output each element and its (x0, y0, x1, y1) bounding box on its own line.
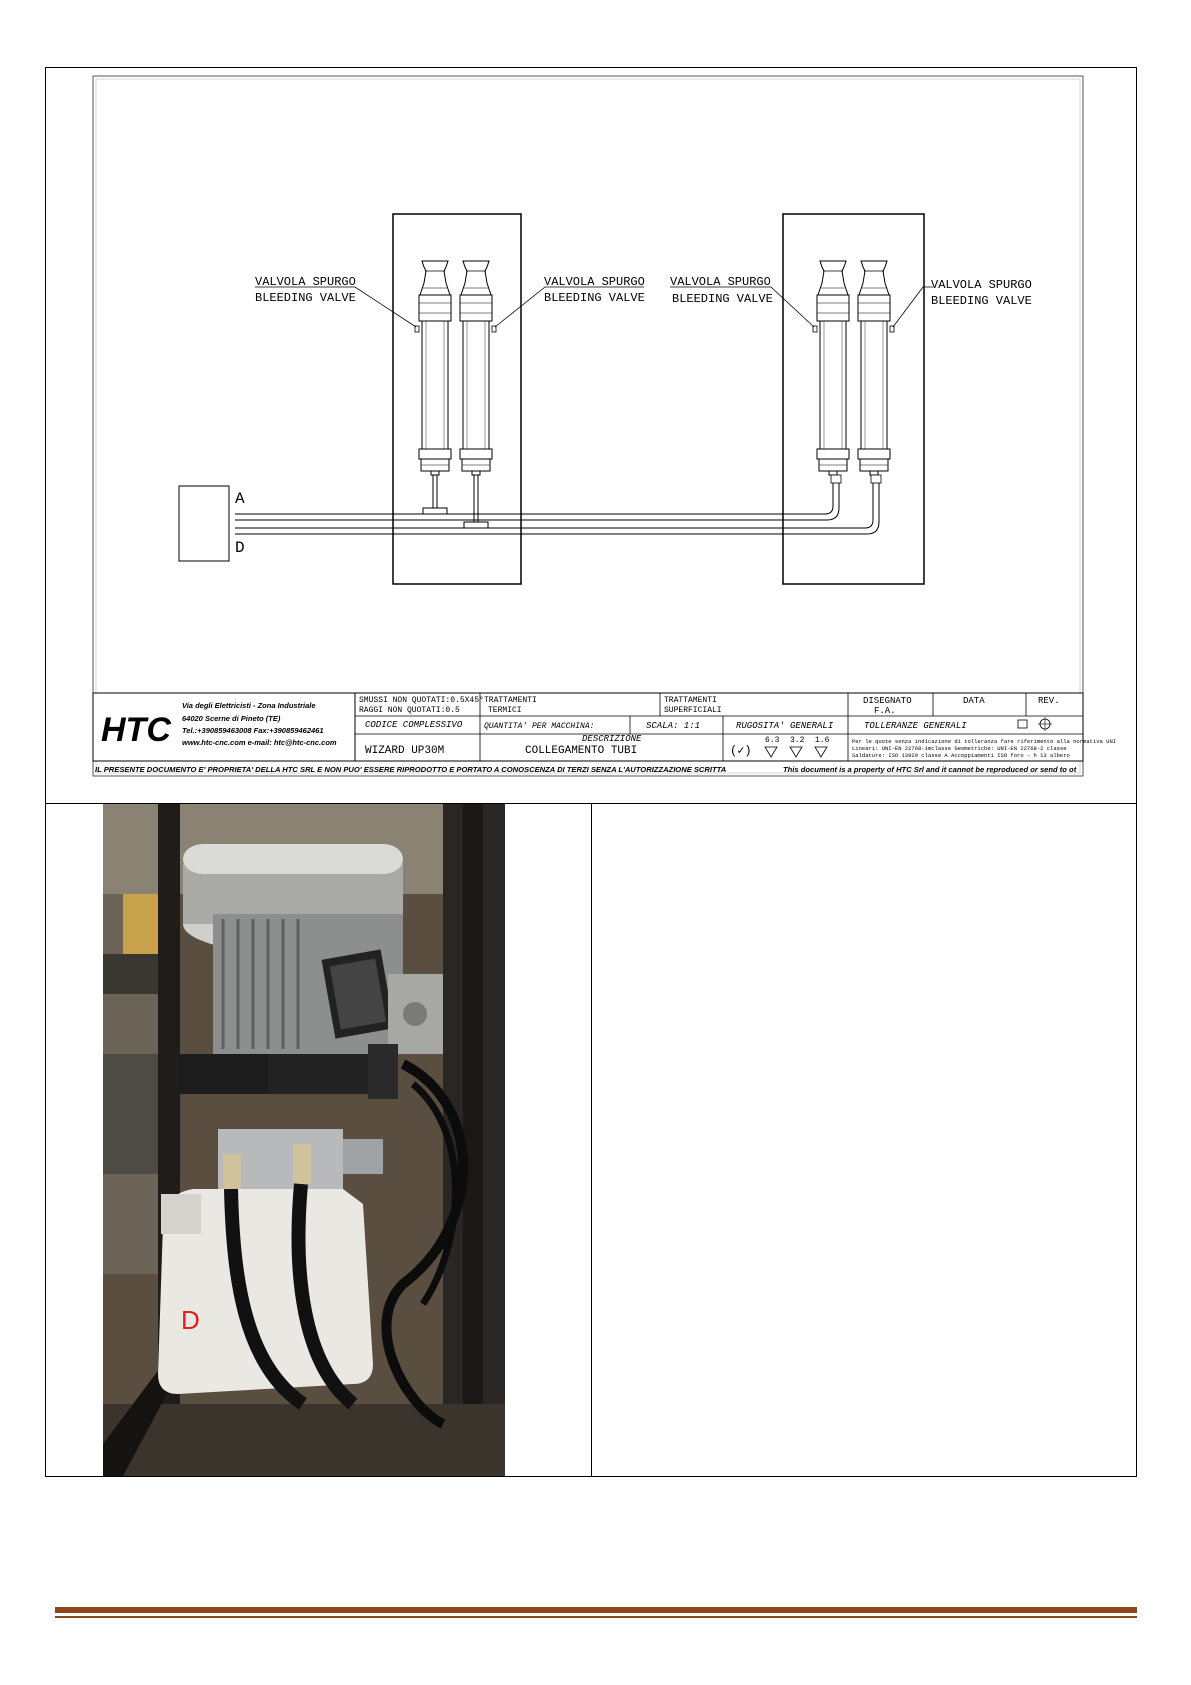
quantita-label: QUANTITA' PER MACCHINA: (484, 722, 595, 731)
trattamenti-superficiali-1: TRATTAMENTI (664, 696, 717, 705)
address-line-2: 64020 Scerne di Pineto (TE) (182, 714, 281, 723)
address-line-1: Via degli Elettricisti - Zona Industriale (182, 701, 316, 710)
port-a-label: A (235, 490, 245, 508)
rugosita-label: RUGOSITA' GENERALI (736, 721, 834, 731)
codice-label: CODICE COMPLESSIVO (365, 720, 463, 730)
roughness-general-icon: (✓) (730, 744, 752, 758)
trattamenti-termici-1: TRATTAMENTI (484, 696, 537, 705)
valve-label-2-it: VALVOLA SPURGO (544, 275, 645, 289)
valve-label-1-en: BLEEDING VALVE (255, 291, 356, 305)
port-d-label: D (235, 539, 245, 557)
web-line: www.htc-cnc.com e-mail: htc@htc-cnc.com (182, 738, 337, 747)
tolerance-note-2: Lineari: UNI-EN 22768-1mclasse Geometriche: UNI-EN 22768-2 classe (852, 745, 1067, 752)
descrizione-label: DESCRIZIONE (582, 734, 642, 744)
valve-label-4-it: VALVOLA SPURGO (931, 278, 1032, 292)
scala-label: SCALA: 1:1 (646, 721, 701, 731)
disegnato-value: F.A. (874, 706, 896, 716)
disclaimer-it: IL PRESENTE DOCUMENTO E' PROPRIETA' DELLA HTC SRL E NON PUO' ESSERE RIPRODOTTO E PORTATO A CONOSCENZA DI TERZI SENZA L'AUTORIZZAZIONE SCRITTA (95, 765, 727, 774)
footer-rule-thick (55, 1607, 1137, 1613)
tolerance-note-3: Saldature: ISO 13920 classe A Accoppiamenti ISO foro - h 13 albero (852, 752, 1070, 759)
rugosita-value-3: 1.6 (815, 736, 830, 745)
data-label: DATA (963, 696, 985, 706)
trattamenti-termici-2: TERMICI (488, 706, 522, 715)
valve-label-3-en: BLEEDING VALVE (672, 292, 773, 306)
valve-label-3-it: VALVOLA SPURGO (670, 275, 771, 289)
rev-label: REV. (1038, 696, 1060, 706)
trattamenti-superficiali-2: SUPERFICIALI (664, 706, 722, 715)
technical-drawing (93, 76, 1117, 776)
htc-logo: HTC (101, 711, 171, 749)
hydraulic-unit-photo (103, 804, 505, 1476)
raggi-note: RAGGI NON QUOTATI:0.5 (359, 706, 460, 715)
photo-marker-d: D (181, 1305, 200, 1335)
codice-value: WIZARD UP30M (365, 745, 445, 757)
disclaimer-en: This document is a property of HTC Srl and it cannot be reproduced or send to ot (783, 765, 1077, 774)
column-divider (591, 803, 592, 1477)
rugosita-value-2: 3.2 (790, 736, 805, 745)
valve-label-4-en: BLEEDING VALVE (931, 294, 1032, 308)
descrizione-value: COLLEGAMENTO TUBI (525, 745, 638, 757)
pump-unit-box (179, 486, 229, 561)
footer-rule-thin (55, 1616, 1137, 1618)
valve-label-2-en: BLEEDING VALVE (544, 291, 645, 305)
tolerance-note-1: Per le quote senza indicazione di tolleranza fare riferimento alla normativa UNI (852, 738, 1117, 745)
smussi-note: SMUSSI NON QUOTATI:0.5X45° (359, 696, 484, 705)
phone-line: Tel.:+390859463008 Fax:+390859462461 (182, 726, 324, 735)
disegnato-label: DISEGNATO (863, 696, 912, 706)
rugosita-value-1: 6.3 (765, 736, 780, 745)
tolleranze-label: TOLLERANZE GENERALI (864, 721, 967, 731)
valve-label-1-it: VALVOLA SPURGO (255, 275, 356, 289)
